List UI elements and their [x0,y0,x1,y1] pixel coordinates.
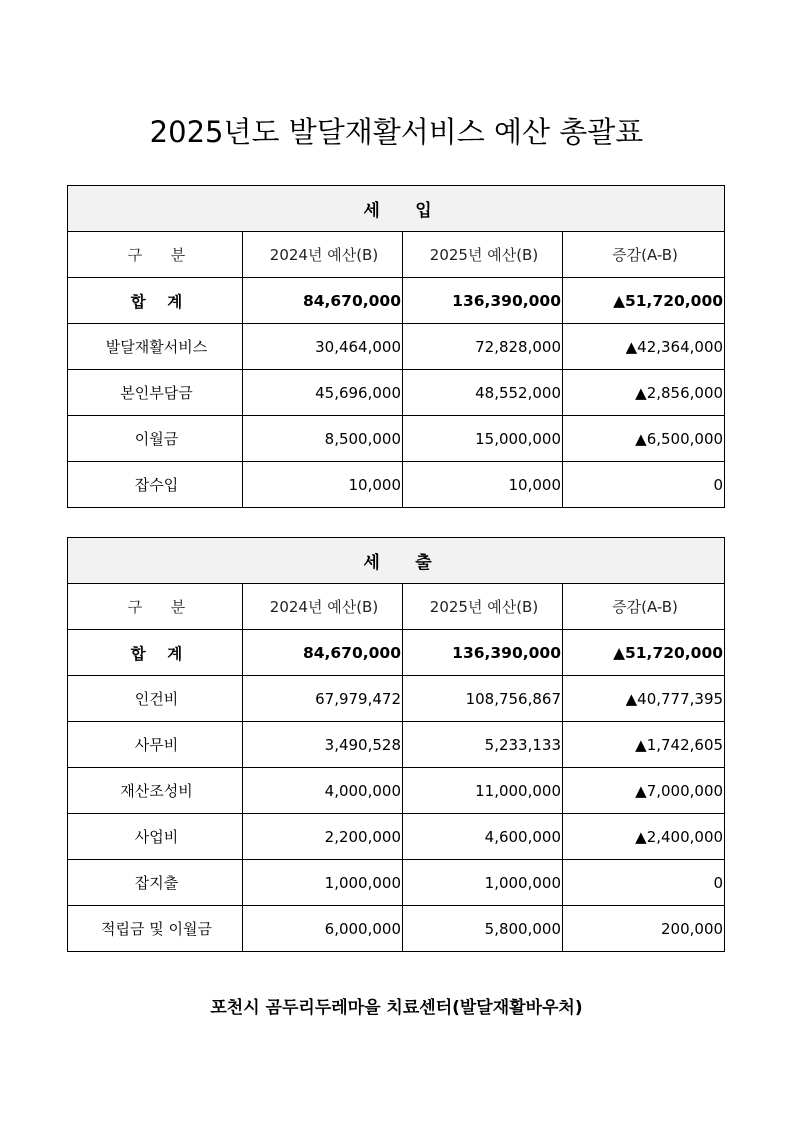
row-label: 재산조성비 [68,768,243,814]
income-section-label: 세 입 [68,186,725,232]
row-label: 사무비 [68,722,243,768]
row-label: 본인부담금 [68,370,243,416]
row-2025: 11,000,000 [403,768,563,814]
header-budget-2024: 2024년 예산(B) [243,232,403,278]
header-category: 구 분 [68,232,243,278]
row-2024: 1,000,000 [243,860,403,906]
total-2024: 84,670,000 [243,278,403,324]
header-budget-2025: 2025년 예산(B) [403,232,563,278]
row-change: 200,000 [563,906,725,952]
table-row [68,324,725,370]
row-2024: 45,696,000 [243,370,403,416]
header-category: 구 분 [68,584,243,630]
expense-total-row [68,630,725,676]
total-2024: 84,670,000 [243,630,403,676]
table-row [68,814,725,860]
row-2024: 30,464,000 [243,324,403,370]
row-change: ▲6,500,000 [563,416,725,462]
row-2024: 10,000 [243,462,403,508]
row-change: 0 [563,462,725,508]
expense-section-label: 세 출 [68,538,725,584]
total-2025: 136,390,000 [403,630,563,676]
table-row [68,768,725,814]
row-label: 적립금 및 이월금 [68,906,243,952]
row-label: 잡수입 [68,462,243,508]
table-row [68,462,725,508]
row-change: ▲42,364,000 [563,324,725,370]
row-change: ▲40,777,395 [563,676,725,722]
total-2025: 136,390,000 [403,278,563,324]
header-change: 증감(A-B) [563,584,725,630]
header-budget-2025: 2025년 예산(B) [403,584,563,630]
row-2025: 72,828,000 [403,324,563,370]
row-2025: 5,800,000 [403,906,563,952]
document-title: 2025년도 발달재활서비스 예산 총괄표 [149,115,644,149]
row-2025: 4,600,000 [403,814,563,860]
row-2025: 48,552,000 [403,370,563,416]
table-row [68,860,725,906]
row-label: 인건비 [68,676,243,722]
row-label: 발달재활서비스 [68,324,243,370]
row-2025: 10,000 [403,462,563,508]
total-change: ▲51,720,000 [563,630,725,676]
table-row [68,370,725,416]
table-row [68,416,725,462]
row-2025: 5,233,133 [403,722,563,768]
row-change: ▲2,400,000 [563,814,725,860]
total-change: ▲51,720,000 [563,278,725,324]
income-total-row [68,278,725,324]
organization-footer: 포천시 곰두리두레마을 치료센터(발달재활바우처) [210,998,583,1018]
header-budget-2024: 2024년 예산(B) [243,584,403,630]
header-change: 증감(A-B) [563,232,725,278]
row-2024: 6,000,000 [243,906,403,952]
expense-table [67,537,725,952]
row-2025: 15,000,000 [403,416,563,462]
row-2024: 3,490,528 [243,722,403,768]
row-2024: 8,500,000 [243,416,403,462]
total-label: 합 계 [68,278,243,324]
table-row [68,676,725,722]
row-label: 잡지출 [68,860,243,906]
total-label: 합 계 [68,630,243,676]
row-change: ▲2,856,000 [563,370,725,416]
row-2024: 4,000,000 [243,768,403,814]
row-change: 0 [563,860,725,906]
row-change: ▲7,000,000 [563,768,725,814]
row-2025: 1,000,000 [403,860,563,906]
row-2024: 2,200,000 [243,814,403,860]
income-table [67,185,725,508]
row-2024: 67,979,472 [243,676,403,722]
row-change: ▲1,742,605 [563,722,725,768]
table-row [68,906,725,952]
row-2025: 108,756,867 [403,676,563,722]
row-label: 사업비 [68,814,243,860]
table-row [68,722,725,768]
row-label: 이월금 [68,416,243,462]
